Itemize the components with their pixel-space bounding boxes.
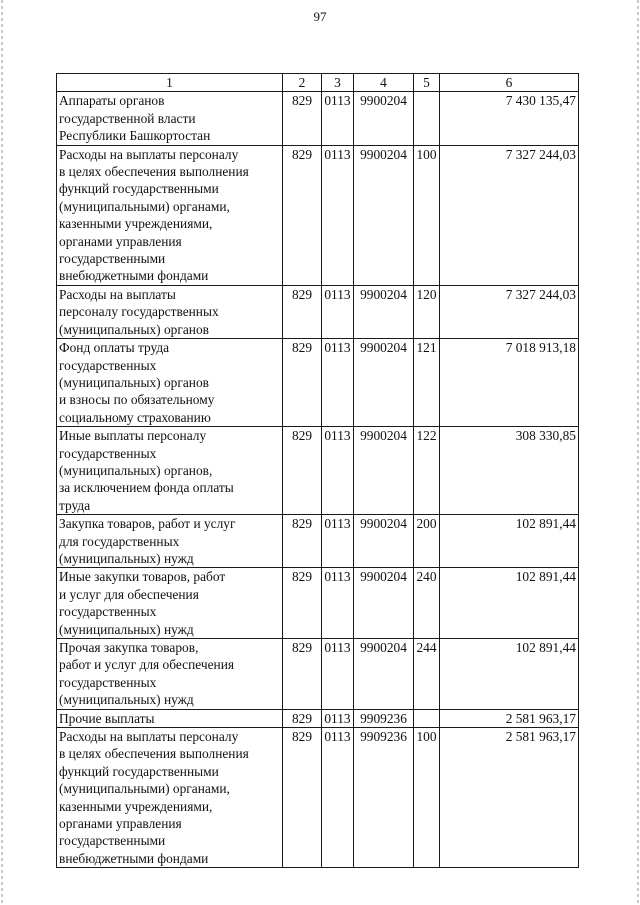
- table-row: [57, 427, 579, 515]
- row-name-line: и взносы по обязательному: [59, 392, 215, 408]
- row-expense-type: 120: [414, 285, 440, 338]
- row-name-line: Иные закупки товаров, работ: [59, 569, 226, 585]
- row-name-line: органами управления: [59, 816, 182, 832]
- row-admin-code: 829: [283, 145, 322, 285]
- row-name-line: Закупка товаров, работ и услуг: [59, 516, 236, 532]
- row-admin-code: 829: [283, 285, 322, 338]
- row-name-line: Республики Башкортостан: [59, 128, 211, 144]
- row-section-code: 0113: [322, 709, 354, 727]
- header-col-2: 2: [283, 74, 322, 92]
- row-name-line: в целях обеспечения выполнения: [59, 164, 249, 180]
- row-section-code: 0113: [322, 339, 354, 427]
- row-admin-code: 829: [283, 515, 322, 568]
- row-name-line: (муниципальных) нужд: [59, 621, 194, 637]
- row-name-line: (муниципальных) нужд: [59, 550, 194, 566]
- row-name-line: (муниципальных) органов,: [59, 462, 213, 478]
- row-expense-type: 200: [414, 515, 440, 568]
- header-col-5: 5: [414, 74, 440, 92]
- row-name-line: в целях обеспечения выполнения: [59, 746, 249, 762]
- table-row: [57, 639, 579, 710]
- row-name-line: (муниципальными) органами,: [59, 198, 230, 214]
- row-name-line: государственных: [59, 445, 157, 461]
- row-name-line: (муниципальных) органов: [59, 321, 209, 337]
- row-admin-code: 829: [283, 709, 322, 727]
- row-expense-type: 100: [414, 145, 440, 285]
- row-amount: 7 430 135,47: [440, 92, 579, 145]
- row-section-code: 0113: [322, 285, 354, 338]
- row-expense-type: 240: [414, 568, 440, 639]
- table-row: [57, 339, 579, 427]
- table-row: [57, 145, 579, 285]
- row-amount: 102 891,44: [440, 568, 579, 639]
- row-name: [57, 728, 283, 868]
- row-expense-type: [414, 92, 440, 145]
- row-name-line: за исключением фонда оплаты: [59, 480, 234, 496]
- row-name-line: государственными: [59, 833, 166, 849]
- row-name-line: работ и услуг для обеспечения: [59, 657, 235, 673]
- row-name: [57, 568, 283, 639]
- header-col-1: 1: [57, 74, 283, 92]
- row-name-line: Расходы на выплаты персоналу: [59, 729, 239, 745]
- header-col-3: 3: [322, 74, 354, 92]
- row-expense-type: 122: [414, 427, 440, 515]
- row-name-line: государственных: [59, 674, 157, 690]
- header-col-6: 6: [440, 74, 579, 92]
- row-amount: 308 330,85: [440, 427, 579, 515]
- row-name: [57, 92, 283, 145]
- row-target-code: 9900204: [354, 92, 414, 145]
- row-section-code: 0113: [322, 515, 354, 568]
- row-admin-code: 829: [283, 339, 322, 427]
- row-name-line: Фонд оплаты труда: [59, 340, 170, 356]
- row-target-code: 9900204: [354, 145, 414, 285]
- row-name-line: государственных: [59, 357, 157, 373]
- row-admin-code: 829: [283, 639, 322, 710]
- row-section-code: 0113: [322, 728, 354, 868]
- row-amount: 102 891,44: [440, 515, 579, 568]
- row-name-line: Прочие выплаты: [59, 710, 155, 726]
- header-col-4: 4: [354, 74, 414, 92]
- row-section-code: 0113: [322, 427, 354, 515]
- row-name-line: Расходы на выплаты персоналу: [59, 146, 239, 162]
- row-expense-type: 121: [414, 339, 440, 427]
- row-target-code: 9900204: [354, 427, 414, 515]
- left-page-edge: [1, 0, 3, 905]
- table-row: [57, 285, 579, 338]
- budget-table: [56, 73, 579, 868]
- row-name: [57, 339, 283, 427]
- row-name-line: органами управления: [59, 233, 182, 249]
- row-name-line: Аппараты органов: [59, 93, 165, 109]
- row-name: [57, 427, 283, 515]
- row-name-line: и услуг для обеспечения: [59, 586, 199, 602]
- table-row: [57, 728, 579, 868]
- row-name: [57, 145, 283, 285]
- row-admin-code: 829: [283, 568, 322, 639]
- table-row: [57, 515, 579, 568]
- row-section-code: 0113: [322, 639, 354, 710]
- row-amount: 102 891,44: [440, 639, 579, 710]
- row-section-code: 0113: [322, 145, 354, 285]
- row-name: [57, 285, 283, 338]
- row-target-code: 9900204: [354, 639, 414, 710]
- row-name-line: государственными: [59, 251, 166, 267]
- row-name-line: (муниципальных) органов: [59, 374, 209, 390]
- row-amount: 7 327 244,03: [440, 145, 579, 285]
- row-expense-type: [414, 709, 440, 727]
- row-name-line: (муниципальными) органами,: [59, 781, 230, 797]
- header-row: [57, 74, 579, 92]
- row-admin-code: 829: [283, 728, 322, 868]
- row-name-line: Прочая закупка товаров,: [59, 640, 199, 655]
- row-name-line: внебюджетными фондами: [59, 268, 209, 284]
- row-target-code: 9900204: [354, 515, 414, 568]
- row-expense-type: 244: [414, 639, 440, 710]
- row-admin-code: 829: [283, 427, 322, 515]
- row-admin-code: 829: [283, 92, 322, 145]
- table-body: [57, 92, 579, 868]
- row-name-line: персоналу государственных: [59, 304, 219, 320]
- row-target-code: 9900204: [354, 568, 414, 639]
- row-amount: 2 581 963,17: [440, 728, 579, 868]
- row-name-line: труда: [59, 497, 91, 513]
- row-target-code: 9900204: [354, 285, 414, 338]
- row-target-code: 9909236: [354, 709, 414, 727]
- row-name-line: казенными учреждениями,: [59, 798, 213, 814]
- row-section-code: 0113: [322, 92, 354, 145]
- row-amount: 7 327 244,03: [440, 285, 579, 338]
- row-name-line: социальному страхованию: [59, 409, 211, 425]
- table-row: [57, 568, 579, 639]
- row-target-code: 9909236: [354, 728, 414, 868]
- row-name-line: государственной власти: [59, 110, 196, 126]
- row-amount: 2 581 963,17: [440, 709, 579, 727]
- row-name-line: для государственных: [59, 533, 180, 549]
- row-name-line: государственных: [59, 604, 157, 620]
- row-expense-type: 100: [414, 728, 440, 868]
- page-number: 97: [313, 9, 327, 24]
- row-name: [57, 639, 283, 710]
- table-row: [57, 709, 579, 727]
- row-name: [57, 515, 283, 568]
- row-name-line: казенными учреждениями,: [59, 216, 213, 232]
- row-name-line: функций государственными: [59, 763, 219, 779]
- row-target-code: 9900204: [354, 339, 414, 427]
- row-name-line: функций государственными: [59, 181, 219, 197]
- row-name: [57, 709, 283, 727]
- row-name-line: Иные выплаты персоналу: [59, 428, 207, 444]
- row-name-line: Расходы на выплаты: [59, 286, 176, 302]
- row-amount: 7 018 913,18: [440, 339, 579, 427]
- right-page-edge: [637, 0, 639, 905]
- row-section-code: 0113: [322, 568, 354, 639]
- row-name-line: (муниципальных) нужд: [59, 692, 194, 708]
- table-row: [57, 92, 579, 145]
- row-name-line: внебюджетными фондами: [59, 850, 209, 866]
